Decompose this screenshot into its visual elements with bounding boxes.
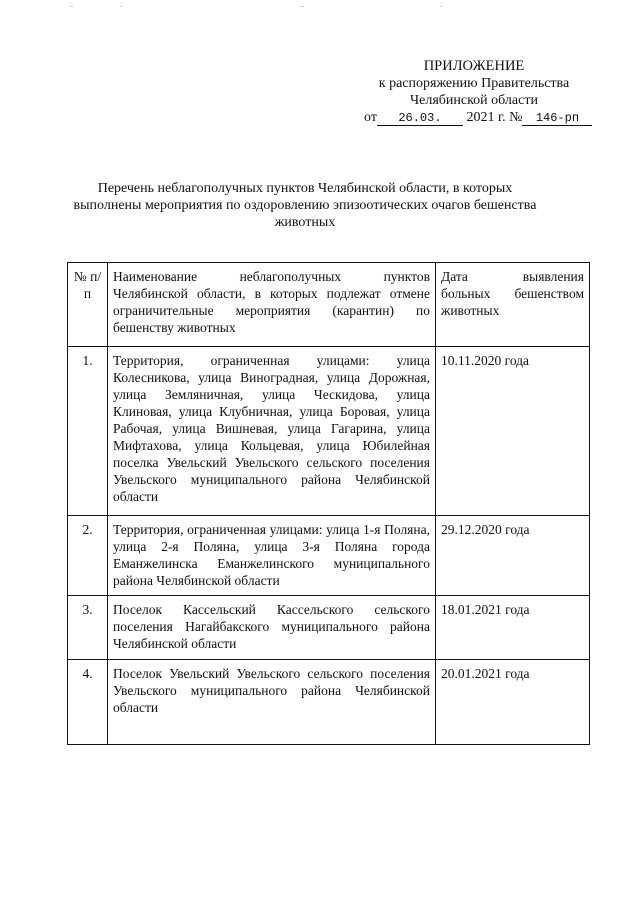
order-number: 146-рп bbox=[522, 111, 592, 126]
header-date: Дата выявления больных бешенством животных bbox=[436, 263, 590, 347]
order-reference bbox=[364, 110, 592, 126]
row-number: 2. bbox=[68, 516, 108, 596]
row-date: 10.11.2020 года bbox=[436, 347, 590, 516]
date-prefix: от bbox=[364, 110, 377, 125]
appendix-header bbox=[354, 58, 594, 109]
table-row bbox=[68, 347, 590, 516]
order-date: 26.03. bbox=[377, 111, 463, 126]
table-row bbox=[68, 516, 590, 596]
row-date: 20.01.2021 года bbox=[436, 660, 590, 745]
table-header-row bbox=[68, 263, 590, 347]
year-suffix: 2021 г. № bbox=[466, 110, 523, 125]
scan-speck bbox=[120, 6, 122, 7]
row-location: Территория, ограниченная улицами: улица 1-я Поляна, улица 2-я Поляна, улица 3-я Поляна города Еманжелинска Еманжелинского муниципального района Челябинской области bbox=[108, 516, 436, 596]
row-number: 3. bbox=[68, 596, 108, 660]
header-name: Наименование неблагополучных пунктов Челябинской области, в которых подлежат отмене ограничительные мероприятия (карантин) по бешенству животных bbox=[108, 263, 436, 347]
document-heading: Перечень неблагополучных пунктов Челябинской области, в которых выполнены мероприятия по оздоровлению эпизоотических очагов бешенства животных bbox=[73, 181, 537, 230]
appendix-title: ПРИЛОЖЕНИЕ bbox=[423, 58, 525, 74]
scan-speck bbox=[440, 6, 442, 7]
row-location: Поселок Увельский Увельского сельского поселения Увельского муниципального района Челябинской области bbox=[108, 660, 436, 745]
scan-speck bbox=[70, 6, 73, 7]
outbreak-table bbox=[67, 262, 590, 745]
row-number: 1. bbox=[68, 347, 108, 516]
row-location: Территория, ограниченная улицами: улица Колесникова, улица Виноградная, улица Дорожная, улица Земляничная, улица Ческидова, улица Клиновая, улица Клубничная, улица Боровая, улица Рабочая, улица Вишневая, улица Гагарина, улица Мифтахова, улица Кольцевая, улица Юбилейная поселка Увельский Увельского сельского поселения Увельского муниципального района Челябинской области bbox=[108, 347, 436, 516]
table-row bbox=[68, 596, 590, 660]
row-number: 4. bbox=[68, 660, 108, 745]
scan-speck bbox=[300, 6, 304, 7]
row-date: 18.01.2021 года bbox=[436, 596, 590, 660]
table-row bbox=[68, 660, 590, 745]
appendix-line-2: Челябинской области bbox=[410, 93, 538, 108]
row-date: 29.12.2020 года bbox=[436, 516, 590, 596]
appendix-line-1: к распоряжению Правительства bbox=[378, 76, 570, 91]
row-location: Поселок Кассельский Кассельского сельского поселения Нагайбакского муниципального района Челябинской области bbox=[108, 596, 436, 660]
header-number: № п/п bbox=[68, 263, 108, 347]
